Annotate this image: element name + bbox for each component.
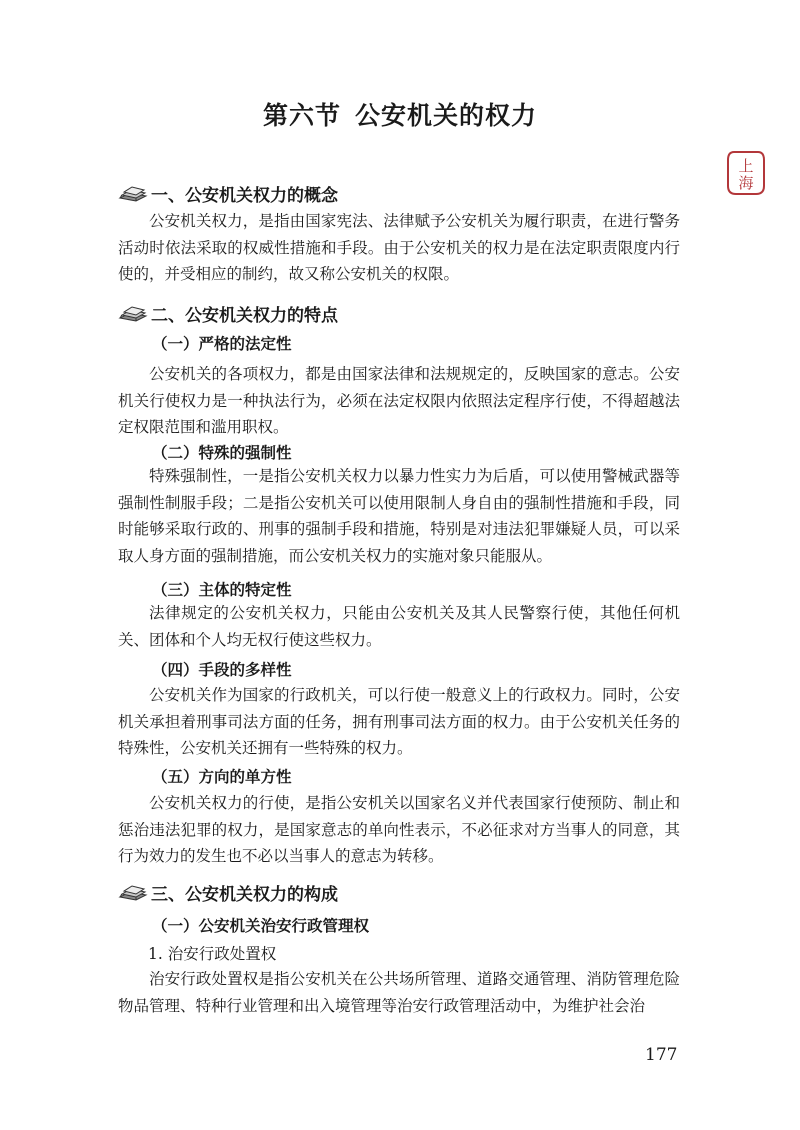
page-number: 177 [645, 1045, 678, 1065]
section-heading-composition [118, 879, 338, 905]
seal-stamp-icon [726, 150, 766, 196]
subsection-heading: （三）主体的特定性 [152, 581, 292, 599]
book-icon [118, 182, 148, 204]
paragraph: 公安机关的各项权力，都是由国家法律和法规规定的，反映国家的意志。公安机关行使权力是一种执法行为，必须在法定权限内依照法定程序行使，不得超越法定权限范围和滥用职权。 [118, 365, 680, 436]
subsection-heading: （一）公安机关治安行政管理权 [152, 917, 370, 935]
paragraph: 治安行政处置权是指公安机关在公共场所管理、道路交通管理、消防管理危险物品管理、特种行业管理和出入境管理等治安行政管理活动中，为维护社会治 [118, 970, 680, 1015]
paragraph: 法律规定的公安机关权力，只能由公安机关及其人民警察行使，其他任何机关、团体和个人均无权行使这些权力。 [118, 604, 680, 649]
page-title [0, 96, 800, 132]
subsection-heading: （一）严格的法定性 [152, 335, 292, 353]
section-number: 第六节 [262, 101, 341, 130]
book-icon [118, 881, 148, 903]
svg-text:海: 海 [738, 174, 754, 192]
section-heading-features [118, 300, 338, 326]
section-heading-text: 一、公安机关权力的概念 [151, 185, 338, 206]
paragraph: 公安机关权力，是指由国家宪法、法律赋予公安机关为履行职责，在进行警务活动时依法采取的权威性措施和手段。由于公安机关的权力是在法定职责限度内行使的，并受相应的制约，故又称公安机关的权限。 [118, 212, 680, 283]
paragraph: 特殊强制性，一是指公安机关权力以暴力性实力为后盾，可以使用警械武器等强制性制服手段；二是指公安机关可以使用限制人身自由的强制性措施和手段，同时能够采取行政的、刑事的强制手段和措施，特别是对违法犯罪嫌疑人员，可以采取人身方面的强制措施，而公安机关权力的实施对象只能服从。 [118, 467, 680, 565]
subsection-heading: （二）特殊的强制性 [152, 444, 292, 462]
svg-text:上: 上 [738, 157, 754, 175]
paragraph: 公安机关权力的行使，是指公安机关以国家名义并代表国家行使预防、制止和惩治违法犯罪的权力，是国家意志的单向性表示，不必征求对方当事人的同意，其行为效力的发生也不必以当事人的意志为转移。 [118, 794, 680, 865]
subsection-heading: （四）手段的多样性 [152, 661, 292, 679]
subsection-heading: （五）方向的单方性 [152, 768, 292, 786]
list-item: 1. 治安行政处置权 [148, 945, 277, 963]
paragraph: 公安机关作为国家的行政机关，可以行使一般意义上的行政权力。同时，公安机关承担着刑事司法方面的任务，拥有刑事司法方面的权力。由于公安机关任务的特殊性，公安机关还拥有一些特殊的权力。 [118, 686, 680, 757]
section-heading-text: 二、公安机关权力的特点 [151, 305, 338, 326]
section-heading-concept [118, 180, 338, 206]
book-icon [118, 302, 148, 324]
section-heading-text: 三、公安机关权力的构成 [151, 884, 338, 905]
section-title: 公安机关的权力 [355, 101, 538, 130]
